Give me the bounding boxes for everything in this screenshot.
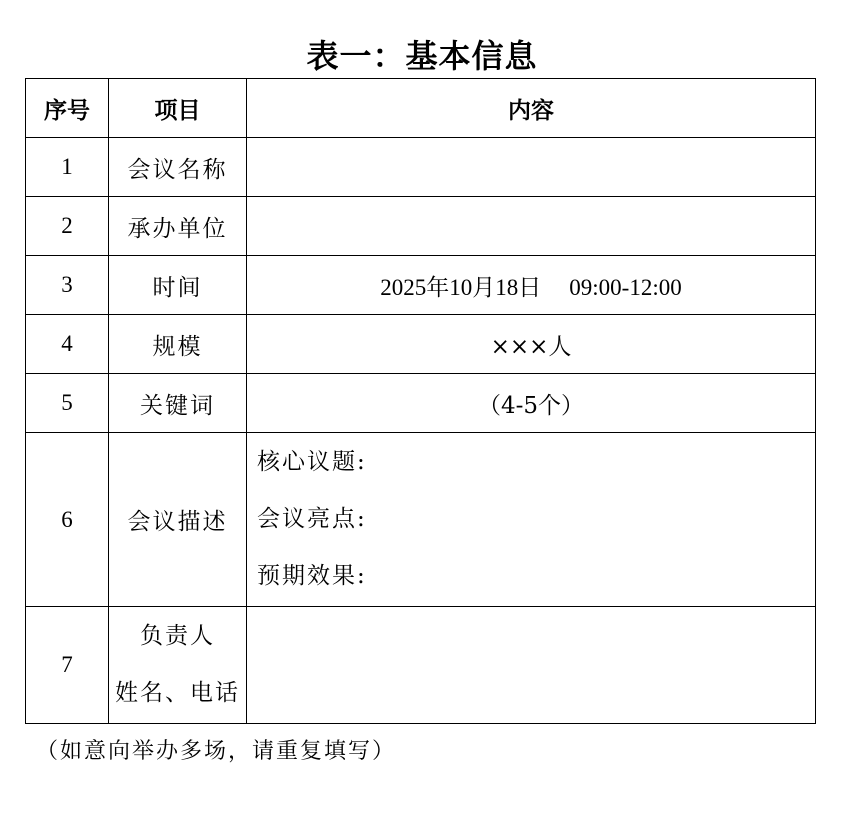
- header-serial-number: 序号: [26, 79, 109, 138]
- row-item-label: 会议描述: [109, 433, 247, 607]
- row-number: 2: [26, 197, 109, 256]
- keywords-field[interactable]: （4-5个）: [247, 374, 816, 433]
- row-number: 6: [26, 433, 109, 607]
- name-phone-label: 姓名、电话: [115, 680, 240, 706]
- table-row: [26, 138, 816, 197]
- meeting-name-field[interactable]: [247, 138, 816, 197]
- table-row: [26, 433, 816, 607]
- time-range-value: 09:00-12:00: [569, 274, 682, 300]
- highlights-label: 会议亮点:: [257, 506, 367, 532]
- table-header-row: [26, 79, 816, 138]
- row-number: 1: [26, 138, 109, 197]
- header-content: 内容: [247, 79, 816, 138]
- expected-effect-label: 预期效果:: [257, 563, 367, 589]
- table-row: [26, 315, 816, 374]
- row-item-label: 承办单位: [109, 197, 247, 256]
- footnote: （如意向举办多场，请重复填写）: [36, 739, 397, 764]
- row-item-label: 时间: [109, 256, 247, 315]
- table-row: [26, 256, 816, 315]
- core-topic-label: 核心议题:: [257, 449, 367, 475]
- table-row: [26, 197, 816, 256]
- row-item-label: [109, 607, 247, 724]
- scale-field[interactable]: ×××人: [247, 315, 816, 374]
- table-row: [26, 374, 816, 433]
- row-item-label: 关键词: [109, 374, 247, 433]
- row-number: 5: [26, 374, 109, 433]
- row-number: 3: [26, 256, 109, 315]
- date-value: 2025年10月18日: [380, 274, 542, 300]
- basic-info-table: [25, 78, 816, 724]
- contact-field[interactable]: [247, 607, 816, 724]
- row-item-label: 规模: [109, 315, 247, 374]
- page-title: 表一：基本信息: [306, 37, 538, 75]
- time-field[interactable]: [247, 256, 816, 315]
- row-item-label: 会议名称: [109, 138, 247, 197]
- row-number: 7: [26, 607, 109, 724]
- meeting-description-field[interactable]: [247, 433, 816, 607]
- row-number: 4: [26, 315, 109, 374]
- header-item: 项目: [109, 79, 247, 138]
- contact-person-label: 负责人: [140, 623, 215, 649]
- organizer-field[interactable]: [247, 197, 816, 256]
- table-row: [26, 607, 816, 724]
